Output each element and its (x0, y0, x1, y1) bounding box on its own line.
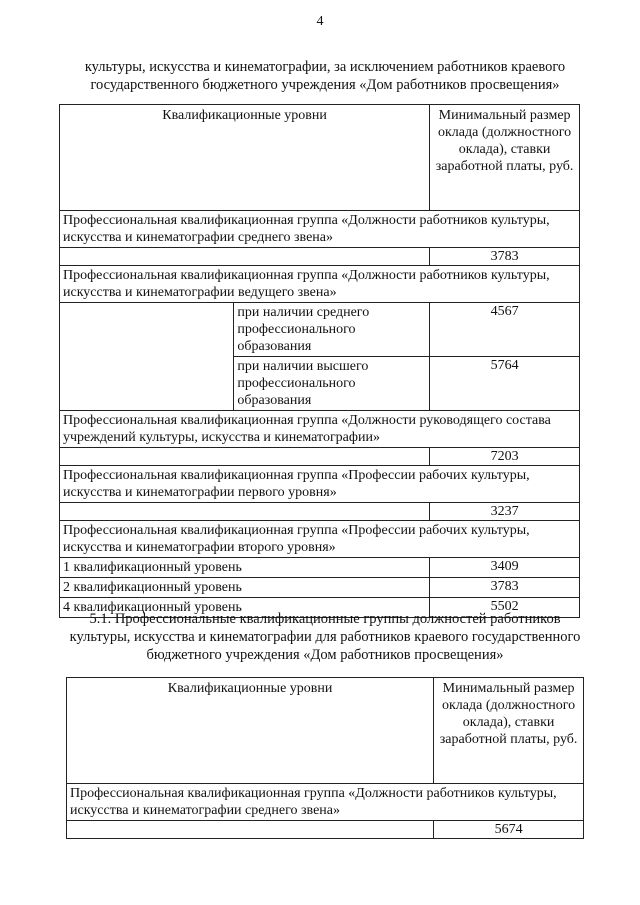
qualification-level: 2 квалификационный уровень (60, 578, 430, 598)
salary-value: 4567 (430, 303, 580, 357)
qualification-level: 1 квалификационный уровень (60, 558, 430, 578)
salary-value: 3783 (430, 578, 580, 598)
education-condition: при наличии высшего профессионального образования (234, 357, 430, 411)
salary-value: 7203 (430, 448, 580, 466)
section-heading: культуры, искусства и кинематографии, за исключением работников краевого государственного бюджетного учреждения «Дом работников просвещения» (84, 59, 566, 93)
salary-table-2 (66, 677, 584, 839)
salary-value: 5502 (430, 598, 580, 618)
group-heading: Профессиональная квалификационная группа «Профессии рабочих культуры, искусства и кинематографии второго уровня» (60, 521, 580, 558)
group-heading: Профессиональная квалификационная группа «Должности руководящего состава учреждений культуры, искусства и кинематографии» (60, 411, 580, 448)
header-qualification-levels: Квалификационные уровни (67, 678, 434, 784)
salary-table-1 (59, 104, 580, 618)
section-heading: 5.1. Профессиональные квалификационные группы должностей работников культуры, искусства и кинематографии для работников краевого государственного бюджетного учреждения «Дом работников просвещения» (69, 611, 581, 663)
header-min-salary: Минимальный размер оклада (должностного оклада), ставки заработной платы, руб. (430, 105, 580, 211)
salary-value: 3409 (430, 558, 580, 578)
group-heading: Профессиональная квалификационная группа «Должности работников культуры, искусства и кинематографии ведущего звена» (60, 266, 580, 303)
group-heading: Профессиональная квалификационная группа «Должности работников культуры, искусства и кинематографии среднего звена» (67, 784, 584, 821)
education-condition: при наличии среднего профессионального образования (234, 303, 430, 357)
salary-value: 3237 (430, 503, 580, 521)
salary-value: 5764 (430, 357, 580, 411)
group-heading: Профессиональная квалификационная группа «Должности работников культуры, искусства и кинематографии среднего звена» (60, 211, 580, 248)
group-heading: Профессиональная квалификационная группа «Профессии рабочих культуры, искусства и кинематографии первого уровня» (60, 466, 580, 503)
header-qualification-levels: Квалификационные уровни (60, 105, 430, 211)
salary-value: 3783 (430, 248, 580, 266)
salary-value: 5674 (434, 821, 584, 839)
page-number: 4 (316, 14, 324, 29)
qualification-level: 4 квалификационный уровень (60, 598, 430, 618)
header-min-salary: Минимальный размер оклада (должностного оклада), ставки заработной платы, руб. (434, 678, 584, 784)
